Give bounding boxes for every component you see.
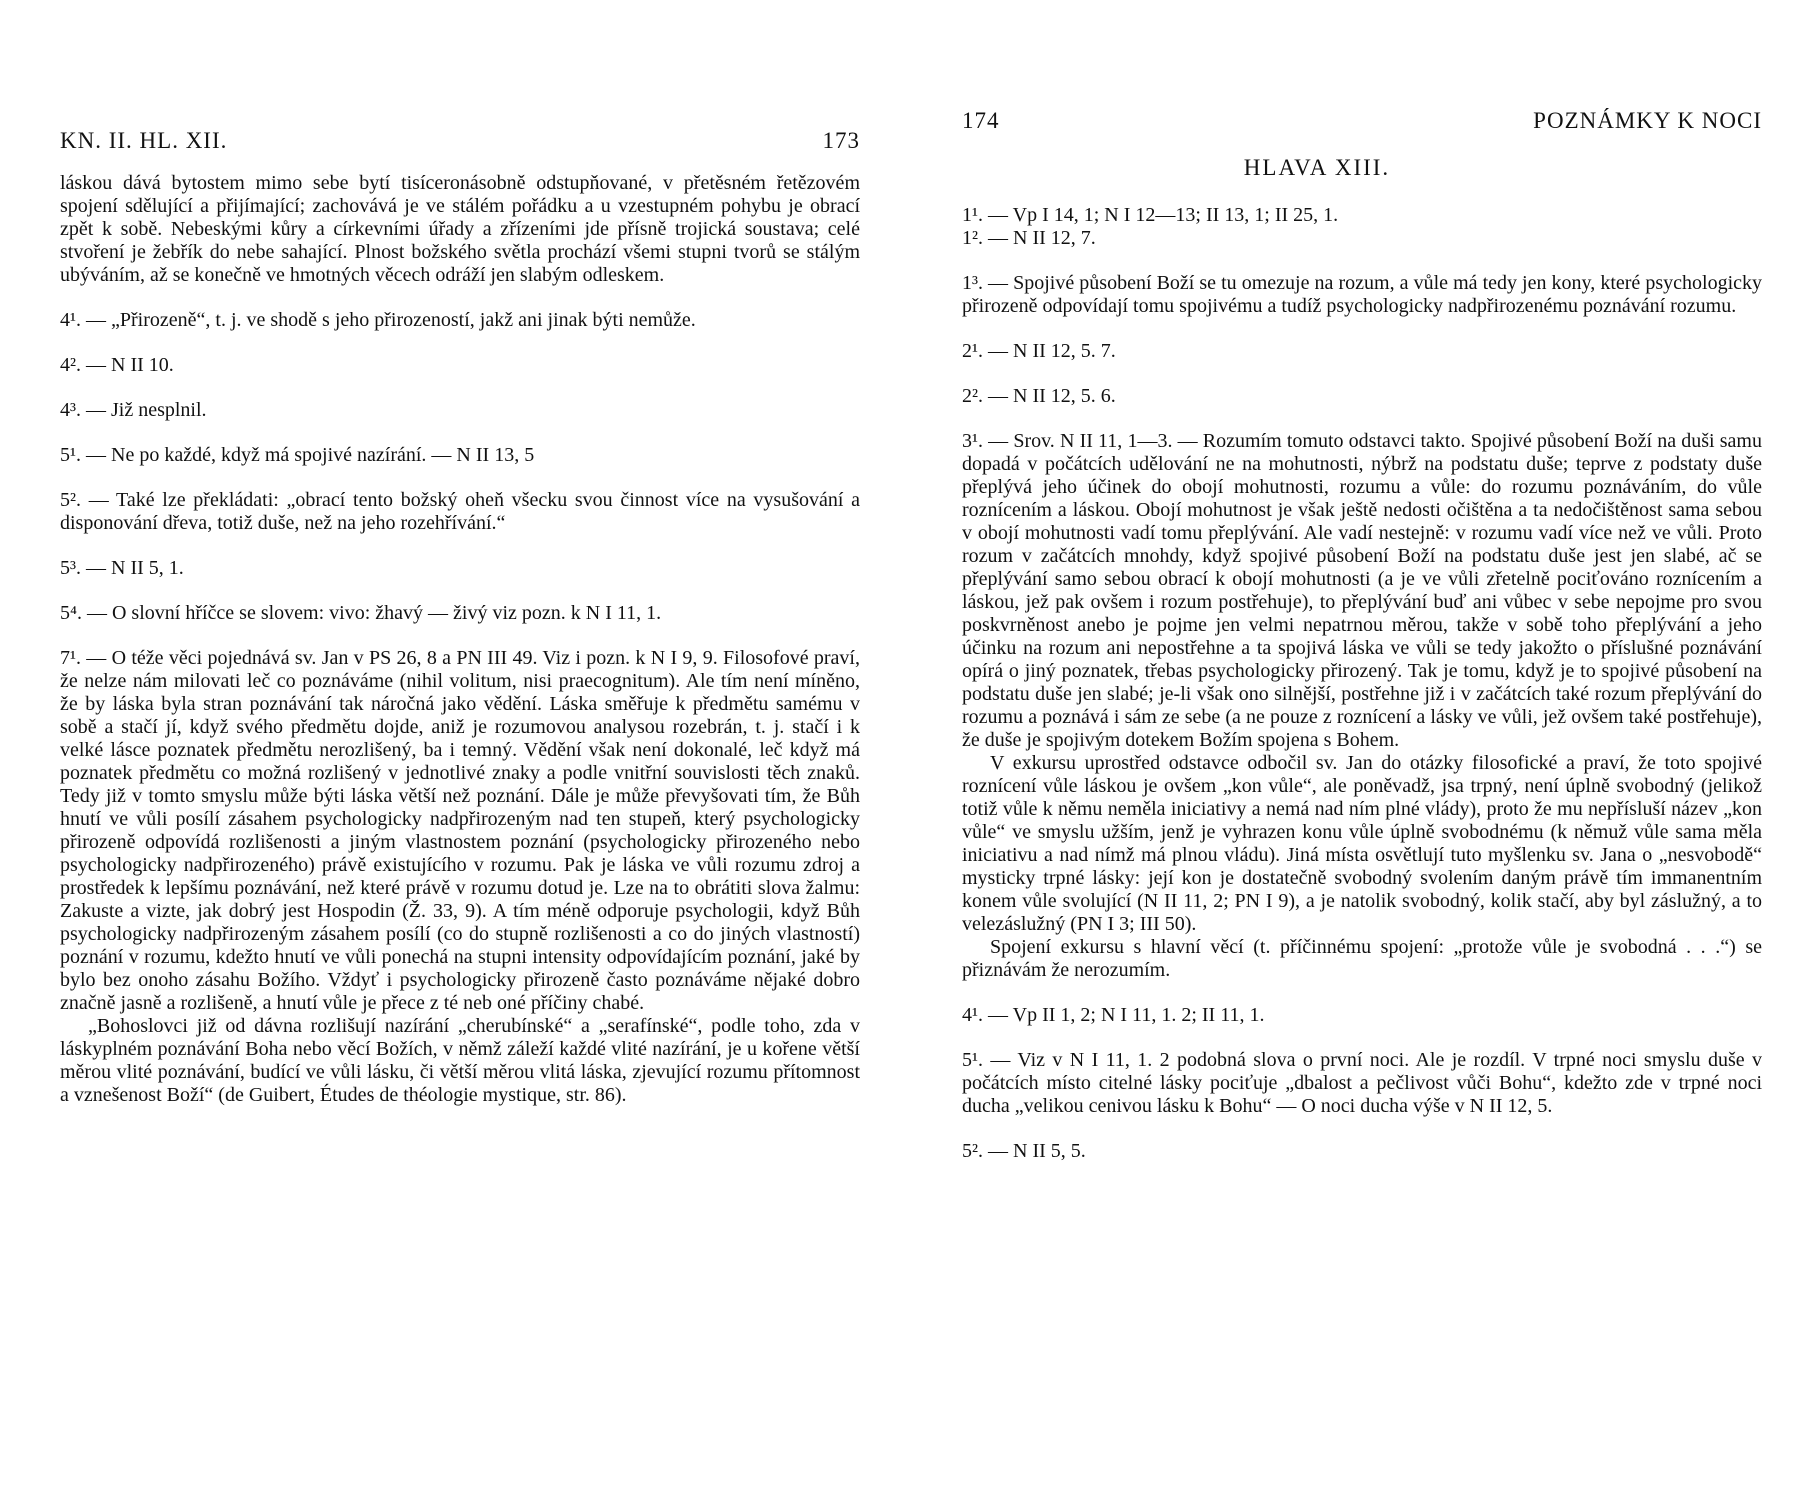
note-paragraph: 5¹. — Ne po každé, když má spojivé nazírání. — N II 13, 5: [60, 444, 535, 466]
running-head: [60, 128, 860, 158]
note-paragraph: 4³. — Již nesplnil.: [60, 399, 207, 421]
note-paragraph: 4¹. — „Přirozeně“, t. j. ve shodě s jeho přirozeností, jakž ani jinak býti nemůže.: [60, 309, 696, 331]
page-number: 173: [822, 128, 860, 153]
note-paragraph: 3¹. — Srov. N II 11, 1—3. — Rozumím tomuto odstavci takto. Spojivé působení Boží na duši samu dopadá v počátcích udělování ne na mohutnosti, nýbrž na podstatu duše; teprve z podstaty duše přeplývá jeho účinek do obojí mohutnosti, rozumu a vůle: do rozumu poznáváním, do vůle roznícením a láskou. Obojí mohutnost je však ještě nedosti očištěna a ta nedočištěnost sama sebou v obojí mohutnosti vadí tomu přeplývání. Ale vadí nestejně: v rozumu vadí více než ve vůli. Proto rozum v začátcích mnohdy, když spojivé působení Boží na podstatu duše jest jen slabé, ač se přeplývání samo sebou obrací k obojí mohutnosti (a je ve vůli zřetelně pociťováno roznícením a láskou, jež pak ovšem i rozum postřehuje), to přeplývání buď ani vůbec v sebe nepojme pro svou poskvrněnost anebo je pojme jen velmi nepatrnou měrou, takže v sobě toho přeplývání a jeho účinku na rozum ani nepostřehne a ta spojivá láska ve vůli se tedy jakožto o příslušné poznávání opírá o jiný poznatek, třebas psychologicky přirozený. Tak je tomu, když je to spojivé působení na podstatu duše jen slabé; je-li však ono silnější, postřehne již i v začátcích také rozum přeplývání do rozumu a poznává i sám ze sebe (a ne pouze z roznícení a lásky ve vůli, jež ovšem také postřehuje), že duše je spojivým dotekem Božím spojena s Bohem.: [962, 430, 1762, 751]
page-number: 174: [962, 108, 1000, 133]
note-paragraph: 5³. — N II 5, 1.: [60, 557, 184, 579]
note-paragraph: 1². — N II 12, 7.: [962, 227, 1096, 249]
note-paragraph: 4². — N II 10.: [60, 354, 174, 376]
note-paragraph: 5². — N II 5, 5.: [962, 1140, 1086, 1162]
note-paragraph: 7¹. — O téže věci pojednává sv. Jan v PS 26, 8 a PN III 49. Viz i pozn. k N I 9, 9. Filosofové praví, že nelze nám milovati leč co poznáváme (nihil volitum, nisi praecognitum). Ale tím není míněno, že by láska byla stran poznávání tak náročná jako vědění. Láska směřuje k předmětu samému v sobě a stačí jí, když svého předmětu dojde, aniž je rozumovou analysou rozebrán, t. j. stačí i k velké lásce poznatek předmětu nerozlišený, ba i temný. Vědění však není dokonalé, leč když má poznatek předmětu co možná rozlišený v jednotlivé znaky a podle vnitřní souvislosti těch znaků. Tedy již v tomto smyslu může býti láska větší než poznání. Dále je může převyšovati tím, že Bůh hnutí ve vůli posílí zásahem psychologicky nadpřirozeným nad ten stupeň, který psychologicky přirozeně odpovídá rozlišenosti a jiným vlastnostem poznání (psychologicky přirozeného nebo psychologicky nadpřirozeného) právě existujícího v rozumu. Pak je láska ve vůli rozumu zdroj a prostředek k lepšímu poznávání, než které právě v rozumu dotud je. Lze na to obrátiti slova žalmu: Zakuste a vizte, jak dobrý jest Hospodin (Ž. 33, 9). A tím méně odporuje psychologii, když Bůh psychologicky nadpřirozeným zásahem posílí (co do stupně rozlišenosti a co do jiných vlastností) poznání v rozumu, kdežto hnutí ve vůli ponechá na stupni intensity odpovídajícím poznání, jaké by bylo bez onoho zásahu Božího. Vždyť i psychologicky přirozeně často poznáváme nějaké dobro značně jasně a rozlišeně, a hnutí vůle je přece z té neb oné příčiny chabé.: [60, 647, 860, 1014]
running-head: [962, 108, 1762, 138]
note-paragraph: 4¹. — Vp II 1, 2; N I 11, 1. 2; II 11, 1.: [962, 1004, 1265, 1026]
page-body: [60, 172, 860, 1107]
note-paragraph: Spojení exkursu s hlavní věcí (t. příčinnému spojení: „protože vůle je svobodná . . .“) se přiznávám že nerozumím.: [962, 936, 1762, 981]
note-paragraph: 5². — Také lze překládati: „obrací tento božský oheň všecku svou činnost více na vysušování a disponování dřeva, totiž duše, než na jeho rozehřívání.“: [60, 489, 860, 534]
note-paragraph: 1³. — Spojivé působení Boží se tu omezuje na rozum, a vůle má tedy jen kony, které psychologicky přirozeně odpovídají tomu spojivému a tudíž psychologicky nadpřirozenému poznávání rozumu.: [962, 272, 1762, 317]
page-body: [962, 204, 1762, 1163]
running-head-title: POZNÁMKY K NOCI: [1533, 108, 1762, 133]
note-paragraph: 5⁴. — O slovní hříčce se slovem: vivo: žhavý — živý viz pozn. k N I 11, 1.: [60, 602, 662, 624]
running-head-title: KN. II. HL. XII.: [60, 128, 228, 153]
chapter-title: HLAVA XIII.: [1243, 155, 1391, 180]
note-paragraph: „Bohoslovci již od dávna rozlišují nazírání „cherubínské“ a „serafínské“, podle toho, zda v láskyplném poznávání Boha nebo věcí Božích, v němž záleží každé vlité nazírání, je u kořene větší měrou vlité poznávání, budící ve vůli lásku, či větší měrou vlitá láska, zjevující rozumu přítomnost a vznešenost Boží“ (de Guibert, Études de théologie mystique, str. 86).: [60, 1015, 860, 1106]
note-paragraph: V exkursu uprostřed odstavce odbočil sv. Jan do otázky filosofické a praví, že toto spojivé roznícení vůle láskou je ovšem „kon vůle“, ale poněvadž, jsa trpný, není úplně svobodný (jelikož totiž vůle k němu neměla iniciativy a nemá nad ním plné vlády), proto že mu nepřísluší název „kon vůle“ ve smyslu užším, jenž je vyhrazen konu vůle úplně svobodnému (k němuž vůle sama měla iniciativu a nad nímž má plnou vládu). Jiná místa osvětlují tuto myšlenku sv. Jana o „nesvobodě“ mysticky trpné lásky: její kon je dostatečně svobodný svolením daným právě tím immanentním konem vůle svolující (N II 11, 2; PN I 9), a je natolik svobodný, kolik stačí, aby byl záslužný, a to velezáslužný (PN I 3; III 50).: [962, 752, 1762, 935]
note-paragraph: 2². — N II 12, 5. 6.: [962, 385, 1116, 407]
note-paragraph: 2¹. — N II 12, 5. 7.: [962, 340, 1116, 362]
note-paragraph: 5¹. — Viz v N I 11, 1. 2 podobná slova o první noci. Ale je rozdíl. V trpné noci smyslu duše v počátcích místo citelné lásky pociťuje „dbalost a pečlivost vůči Bohu“, kdežto zde v trpné noci ducha „velikou cenivou lásku k Bohu“ — O noci ducha výše v N II 12, 5.: [962, 1049, 1762, 1117]
note-paragraph: láskou dává bytostem mimo sebe bytí tisíceronásobně odstupňované, v přetěsném řetězovém spojení sdělující a přijímající; zachovává je ve stálém pořádku a u vzestupném pohybu je obrací zpět k sobě. Nebeskými kůry a církevními úřady a zřízeními jde přísně trojická soustava; celé stvoření je žebřík do nebe sahající. Plnost božského světla prochází všemi stupni tvorů se stálým ubýváním, až se konečně ve hmotných věcech odráží jen slabým odleskem.: [60, 172, 860, 286]
note-paragraph: 1¹. — Vp I 14, 1; N I 12—13; II 13, 1; II 25, 1.: [962, 204, 1339, 226]
